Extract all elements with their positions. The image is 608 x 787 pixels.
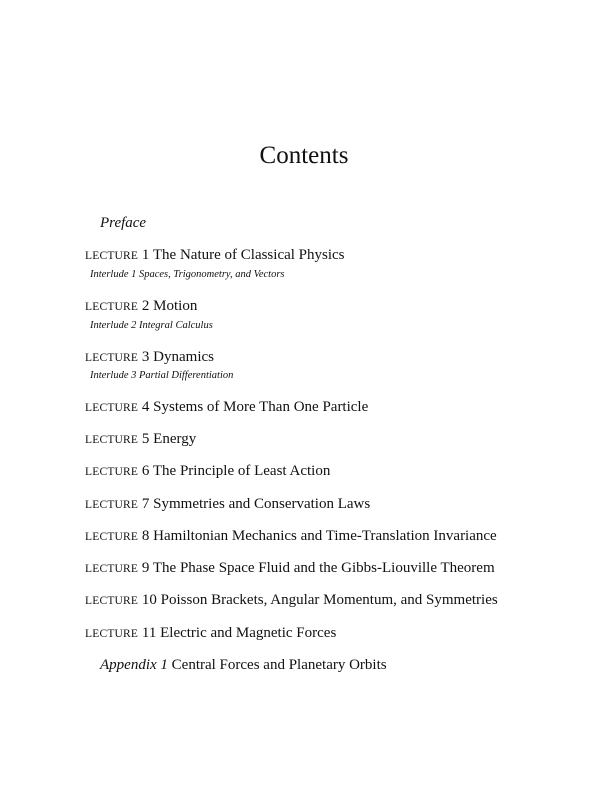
lecture-number: 11 <box>141 625 157 641</box>
lecture-label: LECTURE <box>85 499 139 511</box>
lecture-label: LECTURE <box>85 466 139 478</box>
toc-lecture-4 <box>85 397 368 418</box>
toc-lecture-2 <box>85 296 197 317</box>
toc-interlude-3: Interlude 3 Partial Differentiation <box>90 370 234 381</box>
lecture-label: LECTURE <box>85 628 139 640</box>
toc-lecture-7 <box>85 494 370 515</box>
toc-preface: Preface <box>100 215 147 231</box>
lecture-title: Motion <box>153 298 198 314</box>
lecture-title: Symmetries and Conservation Laws <box>153 496 371 512</box>
toc-lecture-8 <box>85 526 497 547</box>
toc-lecture-1 <box>85 245 345 266</box>
toc-interlude-1: Interlude 1 Spaces, Trigonometry, and Vectors <box>90 269 285 280</box>
lecture-title: Electric and Magnetic Forces <box>160 625 337 641</box>
lecture-title: Poisson Brackets, Angular Momentum, and Symmetries <box>160 592 498 608</box>
lecture-number: 10 <box>141 592 157 608</box>
lecture-title: Dynamics <box>153 349 214 365</box>
lecture-title: Hamiltonian Mechanics and Time-Translation Invariance <box>153 528 497 544</box>
toc-lecture-5 <box>85 429 196 450</box>
lecture-label: LECTURE <box>85 402 139 414</box>
lecture-label: LECTURE <box>85 250 139 262</box>
toc-lecture-9 <box>85 558 495 579</box>
lecture-title: The Nature of Classical Physics <box>152 247 345 263</box>
lecture-title: Energy <box>153 431 197 447</box>
lecture-title: The Principle of Least Action <box>152 463 331 479</box>
appendix-title: Central Forces and Planetary Orbits <box>171 657 387 673</box>
lecture-title: The Phase Space Fluid and the Gibbs-Liouville Theorem <box>152 560 495 576</box>
toc-lecture-10 <box>85 590 498 611</box>
lecture-number: 4 <box>141 399 150 415</box>
page-title: Contents <box>259 142 349 169</box>
lecture-number: 7 <box>141 496 150 512</box>
lecture-label: LECTURE <box>85 563 139 575</box>
lecture-number: 8 <box>141 528 150 544</box>
lecture-title: Systems of More Than One Particle <box>153 399 369 415</box>
toc-lecture-11 <box>85 623 336 644</box>
toc-lecture-3 <box>85 347 214 368</box>
lecture-label: LECTURE <box>85 531 139 543</box>
lecture-number: 6 <box>141 463 150 479</box>
lecture-number: 1 <box>141 247 150 263</box>
lecture-number: 9 <box>141 560 150 576</box>
toc-lecture-6 <box>85 461 330 482</box>
appendix-label: Appendix 1 <box>100 657 168 673</box>
lecture-number: 5 <box>141 431 150 447</box>
lecture-label: LECTURE <box>85 434 139 446</box>
lecture-label: LECTURE <box>85 352 139 364</box>
toc-interlude-2: Interlude 2 Integral Calculus <box>90 320 213 331</box>
lecture-label: LECTURE <box>85 301 139 313</box>
lecture-number: 2 <box>141 298 150 314</box>
toc-appendix-1 <box>100 655 387 675</box>
lecture-number: 3 <box>141 349 150 365</box>
lecture-label: LECTURE <box>85 595 139 607</box>
